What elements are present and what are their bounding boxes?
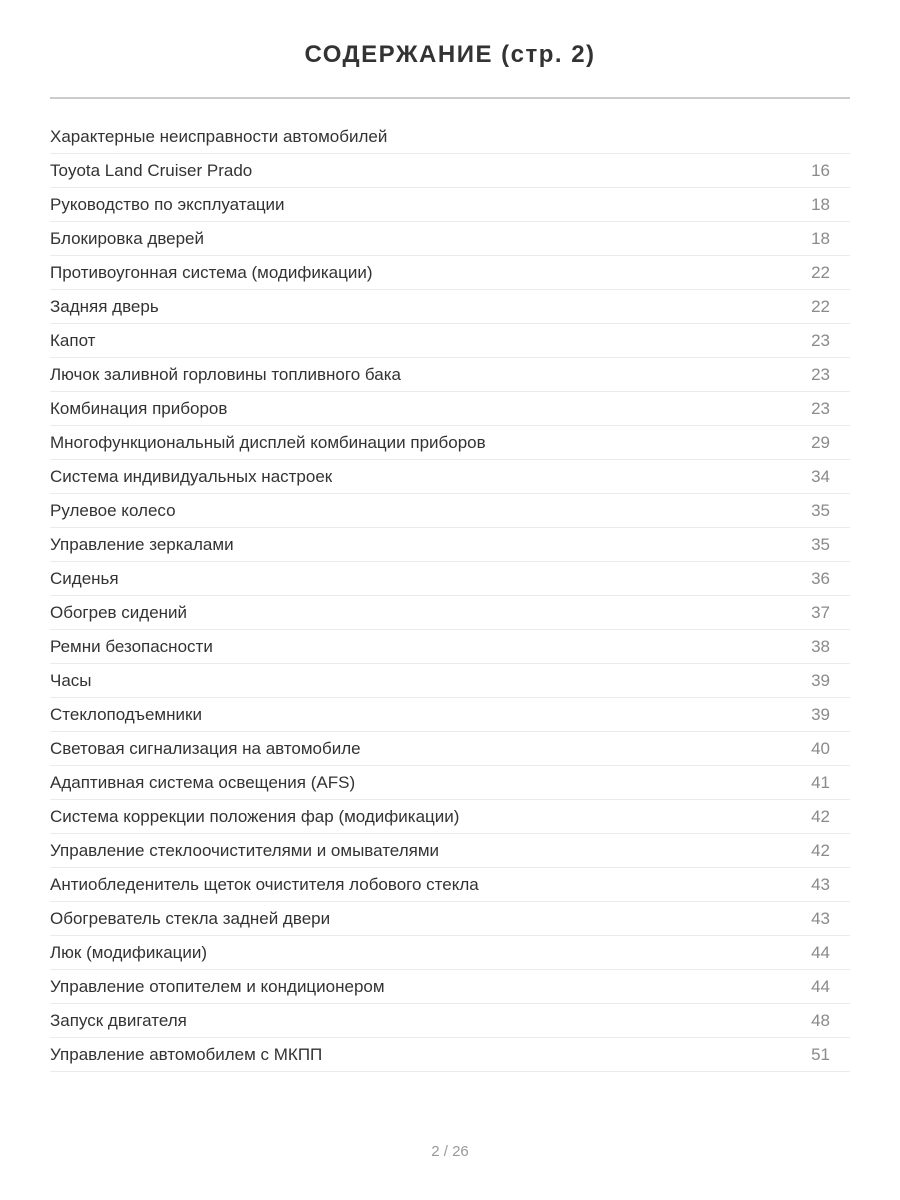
toc-entry-label: Противоугонная система (модификации) [50, 262, 373, 282]
toc-entry[interactable] [50, 120, 850, 154]
toc-entry-page: 36 [811, 568, 830, 588]
toc-entry[interactable] [50, 630, 850, 664]
toc-entry[interactable] [50, 1038, 850, 1072]
toc-entry-page: 29 [811, 432, 830, 452]
toc-entry-page: 39 [811, 704, 830, 724]
toc-entry[interactable] [50, 222, 850, 256]
toc-entry[interactable] [50, 188, 850, 222]
toc-entry-page: 18 [811, 194, 830, 214]
toc-entry-page: 37 [811, 602, 830, 622]
toc-entry-page: 22 [811, 262, 830, 282]
toc-entry-page: 40 [811, 738, 830, 758]
toc-entry[interactable] [50, 868, 850, 902]
toc-entry-label: Управление стеклоочистителями и омывателями [50, 840, 439, 860]
toc-entry-label: Комбинация приборов [50, 398, 228, 418]
toc-entry-page: 39 [811, 670, 830, 690]
toc-entry-label: Обогреватель стекла задней двери [50, 908, 331, 928]
toc-entry-label: Многофункциональный дисплей комбинации приборов [50, 432, 486, 452]
toc-entry-page: 35 [811, 500, 830, 520]
toc-entry-label: Характерные неисправности автомобилей [50, 126, 388, 146]
toc-entry-page: 23 [811, 398, 830, 418]
toc-entry-label: Система коррекции положения фар (модификации) [50, 806, 460, 826]
toc-entry[interactable] [50, 698, 850, 732]
toc-entry[interactable] [50, 970, 850, 1004]
title-divider [50, 97, 850, 99]
toc-entry-page: 23 [811, 364, 830, 384]
toc-entry-label: Руководство по эксплуатации [50, 194, 285, 214]
toc-entry-label: Стеклоподъемники [50, 704, 202, 724]
toc-entry-label: Капот [50, 330, 96, 350]
toc-entry[interactable] [50, 324, 850, 358]
toc-entry-label: Антиобледенитель щеток очистителя лобового стекла [50, 874, 479, 894]
toc-entry-label: Запуск двигателя [50, 1010, 187, 1030]
toc-entry-page: 22 [811, 296, 830, 316]
toc-entry[interactable] [50, 154, 850, 188]
toc-entry-label: Рулевое колесо [50, 500, 176, 520]
toc-entry-page: 41 [811, 772, 830, 792]
toc-entry-page: 23 [811, 330, 830, 350]
toc-entry[interactable] [50, 392, 850, 426]
toc-entry[interactable] [50, 834, 850, 868]
toc-entry[interactable] [50, 732, 850, 766]
toc-entry-page: 51 [811, 1044, 830, 1064]
toc-entry[interactable] [50, 766, 850, 800]
toc-entry[interactable] [50, 290, 850, 324]
toc-entry-label: Обогрев сидений [50, 602, 188, 622]
toc-entry-label: Световая сигнализация на автомобиле [50, 738, 361, 758]
toc-entry[interactable] [50, 596, 850, 630]
toc-entry-label: Управление зеркалами [50, 534, 234, 554]
toc-entry-label: Блокировка дверей [50, 228, 205, 248]
toc-entry-page: 34 [811, 466, 830, 486]
toc-entry-label: Управление отопителем и кондиционером [50, 976, 385, 996]
toc-entry-page: 42 [811, 806, 830, 826]
toc-entry-label: Сиденья [50, 568, 119, 588]
toc-entry[interactable] [50, 358, 850, 392]
toc-entry[interactable] [50, 664, 850, 698]
toc-entry-page: 35 [811, 534, 830, 554]
toc-entry-label: Ремни безопасности [50, 636, 213, 656]
toc-entry-page: 43 [811, 908, 830, 928]
toc-entry-page: 18 [811, 228, 830, 248]
toc-entry-page: 48 [811, 1010, 830, 1030]
toc-entry-page: 44 [811, 976, 830, 996]
toc-entry[interactable] [50, 800, 850, 834]
toc-entry-page: 44 [811, 942, 830, 962]
toc-entry-label: Toyota Land Cruiser Prado [50, 160, 253, 180]
toc-entry[interactable] [50, 494, 850, 528]
toc-entry[interactable] [50, 426, 850, 460]
toc-entry-label: Система индивидуальных настроек [50, 466, 333, 486]
toc-entry-page: 42 [811, 840, 830, 860]
toc-list [50, 120, 850, 1072]
toc-entry[interactable] [50, 936, 850, 970]
toc-entry-label: Люк (модификации) [50, 942, 208, 962]
toc-entry-label: Задняя дверь [50, 296, 159, 316]
toc-entry-label: Адаптивная система освещения (AFS) [50, 772, 356, 792]
toc-entry[interactable] [50, 1004, 850, 1038]
toc-entry-label: Лючок заливной горловины топливного бака [50, 364, 401, 384]
toc-entry[interactable] [50, 256, 850, 290]
toc-entry-page: 16 [811, 160, 830, 180]
page-title: СОДЕРЖАНИЕ (стр. 2) [304, 41, 596, 68]
toc-entry[interactable] [50, 902, 850, 936]
toc-entry[interactable] [50, 528, 850, 562]
toc-entry[interactable] [50, 460, 850, 494]
toc-entry-label: Управление автомобилем с МКПП [50, 1044, 323, 1064]
toc-entry-label: Часы [50, 670, 92, 690]
page-indicator: 2 / 26 [431, 1143, 469, 1160]
toc-entry-page: 38 [811, 636, 830, 656]
toc-entry[interactable] [50, 562, 850, 596]
toc-entry-page: 43 [811, 874, 830, 894]
